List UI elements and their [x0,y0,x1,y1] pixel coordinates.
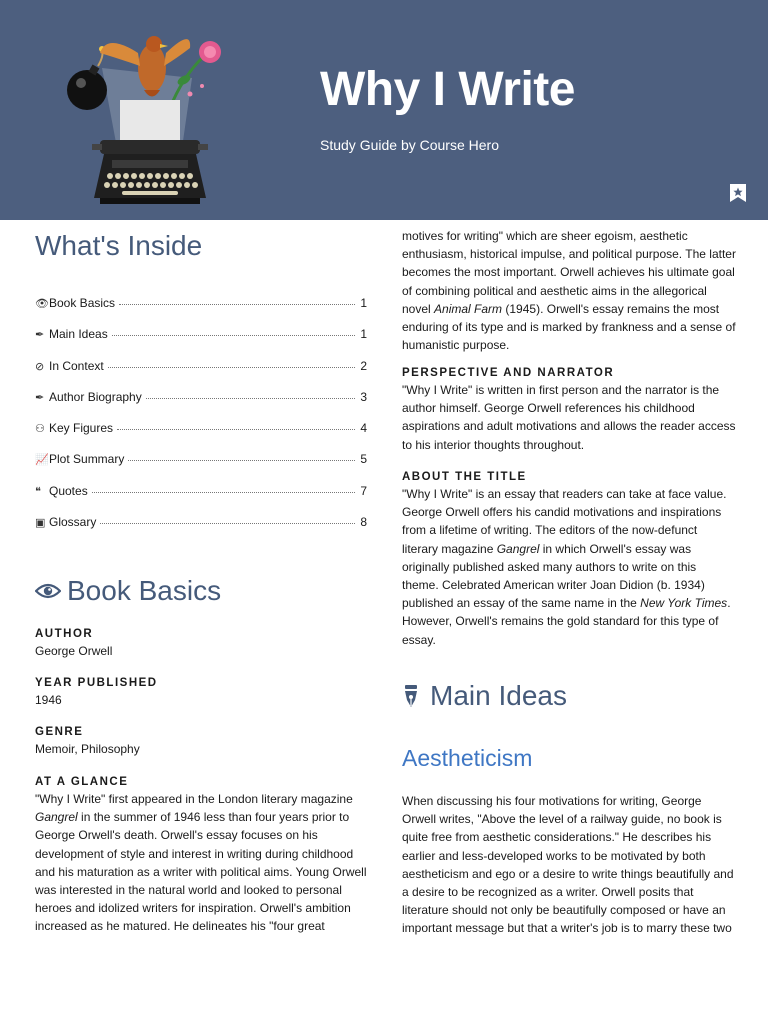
perspective-label: PERSPECTIVE AND NARRATOR [402,367,615,379]
toc-leader-dots [92,484,355,493]
genre-field [35,726,367,758]
quote-icon: ❝ [35,485,41,498]
left-column [35,228,367,934]
bookmark-star-icon[interactable] [728,183,748,203]
toc-leader-dots [112,327,355,336]
author-label: AUTHOR [35,628,94,640]
toc-page-number: 3 [360,389,367,404]
toc-page-number: 2 [360,358,367,373]
at-a-glance-overflow [402,227,736,354]
main-ideas-title: Main Ideas [430,680,567,711]
at-a-glance-field [35,776,367,936]
toc-leader-dots [100,515,355,524]
pen-nib-icon: ✒ [35,329,45,342]
eye-icon: 👁 [35,298,49,310]
overflow-text-run: (1945). Orwell's essay remains the most enduring of its type and is marked by frankness and a sense of humanistic purpose. [402,301,736,353]
about-title-field [402,471,736,649]
toc-page-number: 1 [360,296,367,310]
book-basics-heading [35,573,221,609]
toc-page-number: 5 [360,452,367,467]
eye-icon [35,581,61,601]
text-run: in the summer of 1946 less than four years prior to George Orwell's death. Orwell's essay focuses on his development of style and interest in writing during childhood and his maturation as a writer with political aims. Young Orwell was interested in the natural world and looked to personal heroes and idolized writers for inspiration. Orwell's ambition increased as he matured. He delineates his "four great [35,810,367,934]
toc-leader-dots [146,390,355,399]
genre-value: Memoir, Philosophy [35,742,140,756]
at-a-glance-text [35,790,367,936]
chart-icon: 📈 [35,454,49,467]
at-a-glance-continued [402,227,736,355]
toc-item-label: Quotes [49,483,88,498]
toc-item-glossary[interactable] [35,515,367,546]
glossary-icon: ▣ [35,517,46,530]
text-run: "Why I Write" first appeared in the London literary magazine [35,792,353,806]
year-label: YEAR PUBLISHED [35,677,158,689]
toc-item-author-biography[interactable] [35,390,367,421]
year-value: 1946 [35,693,62,707]
author-value: George Orwell [35,644,113,658]
year-field [35,677,367,709]
toc-item-label: Author Biography [49,389,142,404]
toc-page-number: 4 [360,421,367,436]
toc-item-label: In Context [49,358,104,373]
toc-item-label: Key Figures [49,421,114,436]
pen-nib-icon: ✒ [35,391,45,404]
overflow-italic-title: Animal Farm [434,301,503,316]
toc-item-plot-summary[interactable] [35,452,367,483]
genre-label: GENRE [35,726,84,738]
typewriter-phoenix-illustration [62,8,242,213]
compass-icon: ⊘ [35,360,45,373]
italic-title: Gangrel [35,810,78,825]
toc-heading: What's Inside [35,230,203,261]
toc-item-label: Glossary [49,515,97,530]
toc-item-label: Plot Summary [49,452,125,467]
toc-item-book-basics[interactable] [35,296,367,327]
toc-item-label: Book Basics [49,296,116,310]
toc-leader-dots [108,359,355,368]
text-run: in which Orwell's essay was originally published asked many authors to write on this theme. Celebrated American writer Joan Didion (b. 1934) published an essay of the same name in the [402,541,705,611]
book-basics-title: Book Basics [67,575,222,606]
book-title: Why I Write [320,63,575,116]
guide-subtitle: Study Guide by Course Hero [320,137,499,153]
at-a-glance-label: AT A GLANCE [35,776,129,788]
figures-icon: ⚇ [35,423,45,436]
perspective-text: "Why I Write" is written in first person and the narrator is the author himself. George Orwell references his childhood aspirations and adult motivations and allows the reader access to his interior thoughts throughout. [402,383,736,452]
toc-item-quotes[interactable] [35,484,367,515]
italic-title: New York Times [640,596,728,611]
pen-nib-icon [402,684,420,708]
aestheticism-text: When discussing his four motivations for writing, George Orwell writes, "Above the level of a railway guide, no book is quite free from aesthetic considerations." He describes his earlier and less-developed works to be motivated by both aestheticism and ego or a desire to write things beautifully and a desire to be recognized as a writer. Orwell posits that literature should not only be beautifully composed or have an important message but that a writer's job is to marry these two [402,794,734,936]
main-ideas-heading [402,678,567,714]
about-title-label: ABOUT THE TITLE [402,471,527,483]
toc-page-number: 1 [360,327,367,342]
toc-page-number: 7 [360,483,367,498]
about-title-text [402,485,736,649]
text-run: . However, Orwell's remains the gold standard for this type of essay. [402,596,731,647]
text-run: "Why I Write" is an essay that readers can take at face value. George Orwell offers his candid motivations and inspirations from a lifetime of writing. The editors of the now-defunct literary magazine [402,487,727,556]
aestheticism-heading: Aestheticism [402,745,533,771]
toc-item-label: Main Ideas [49,327,108,342]
toc-item-key-figures[interactable] [35,421,367,452]
toc-item-main-ideas[interactable] [35,327,367,358]
table-of-contents [35,296,367,546]
italic-title: Gangrel [496,541,540,556]
author-field [35,628,367,660]
toc-item-in-context[interactable] [35,359,367,390]
toc-leader-dots [128,452,355,461]
toc-leader-dots [119,296,355,305]
toc-page-number: 8 [360,515,367,530]
title-banner [0,0,768,220]
overflow-text-run: motives for writing" which are sheer egoism, aesthetic enthusiasm, historical impulse, and political purpose. The latter becomes the most important. Orwell achieves his ultimate goal of combining political and aesthetic aims in the allegorical novel [402,229,736,316]
toc-leader-dots [117,421,355,430]
perspective-field [402,367,736,454]
